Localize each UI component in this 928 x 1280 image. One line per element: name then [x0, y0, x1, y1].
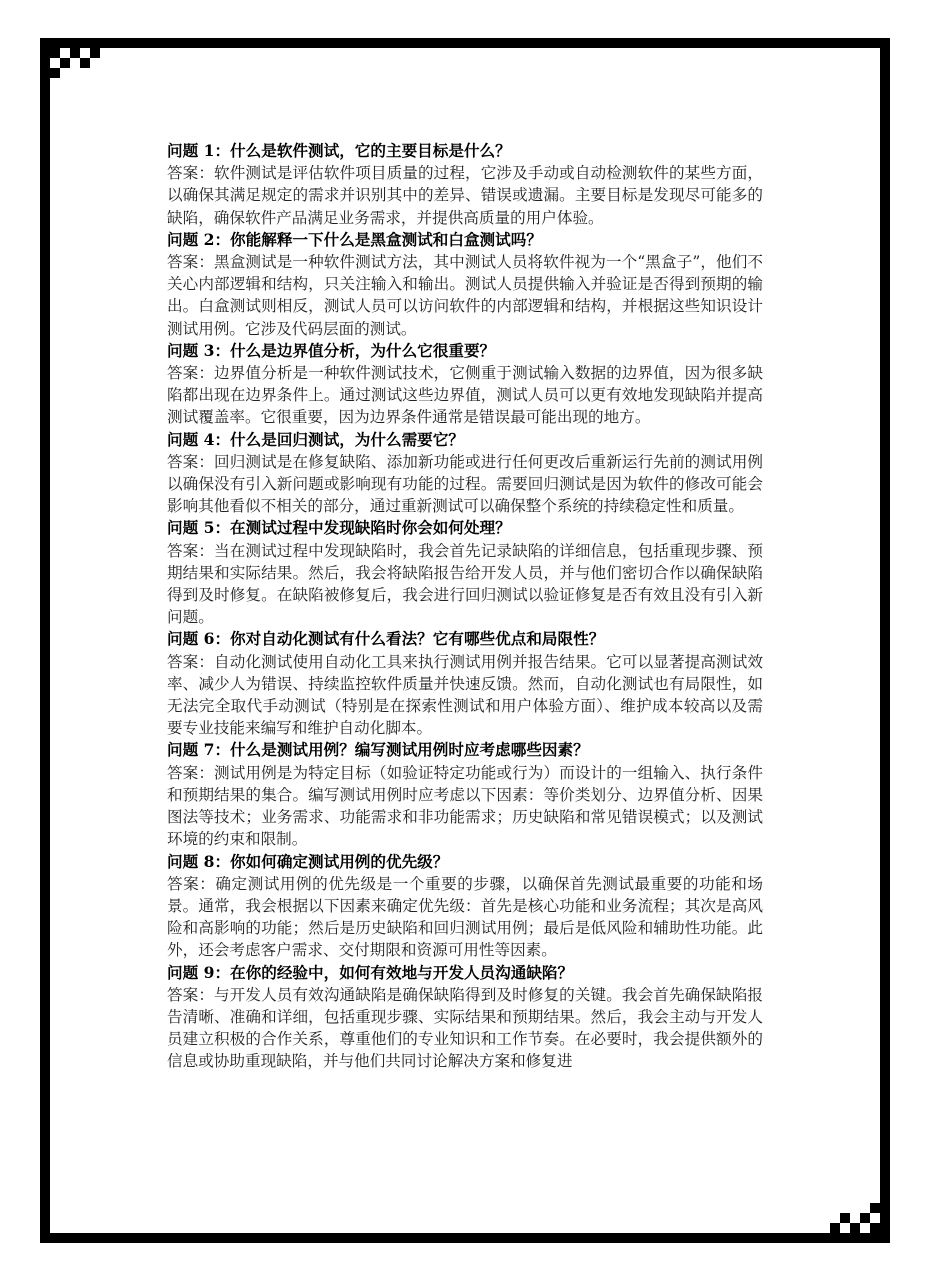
answer-7: 答案：测试用例是为特定目标（如验证特定功能或行为）而设计的一组输入、执行条件和预期结果的集合。编写测试用例时应考虑以下因素：等价类划分、边界值分析、因果图法等技术；业务需求、功能需求和非功能需求；历史缺陷和常见错误模式；以及测试环境的约束和限制。 [167, 763, 763, 849]
answer-9: 答案：与开发人员有效沟通缺陷是确保缺陷得到及时修复的关键。我会首先确保缺陷报告清晰、准确和详细，包括重现步骤、实际结果和预期结果。然后，我会主动与开发人员建立积极的合作关系，尊重他们的专业知识和工作节奏。在必要时，我会提供额外的信息或协助重现缺陷，并与他们共同讨论解决方案和修复进 [167, 985, 763, 1071]
question-1: 问题 1：什么是软件测试，它的主要目标是什么？ [167, 141, 511, 160]
qa-item-8 [167, 851, 763, 962]
qa-item-9 [167, 962, 763, 1073]
qa-item-1 [167, 140, 763, 229]
qa-item-2 [167, 229, 763, 340]
question-9: 问题 9：在你的经验中，如何有效地与开发人员沟通缺陷？ [167, 962, 574, 982]
answer-5: 答案：当在测试过程中发现缺陷时，我会首先记录缺陷的详细信息，包括重现步骤、预期结果和实际结果。然后，我会将缺陷报告给开发人员，并与他们密切合作以确保缺陷得到及时修复。在缺陷被修复后，我会进行回归测试以验证修复是否有效且没有引入新问题。 [167, 541, 763, 627]
question-3: 问题 3：什么是边界值分析，为什么它很重要？ [167, 340, 496, 360]
answer-2: 答案：黑盒测试是一种软件测试方法，其中测试人员将软件视为一个“黑盒子”，他们不关心内部逻辑和结构，只关注输入和输出。测试人员提供输入并验证是否得到预期的输出。白盒测试则相反，测试人员可以访问软件的内部逻辑和结构，并根据这些知识设计测试用例。它涉及代码层面的测试。 [167, 253, 763, 338]
answer-3: 答案：边界值分析是一种软件测试技术，它侧重于测试输入数据的边界值，因为很多缺陷都出现在边界条件上。通过测试这些边界值，测试人员可以更有效地发现缺陷并提高测试覆盖率。它很重要，因为边界条件通常是错误最可能出现的地方。 [167, 364, 763, 427]
question-2: 问题 2：你能解释一下什么是黑盒测试和白盒测试吗？ [167, 229, 542, 249]
qa-item-3 [167, 340, 763, 429]
question-4: 问题 4：什么是回归测试，为什么需要它？ [167, 429, 464, 449]
qa-item-4 [167, 429, 763, 518]
qa-document [167, 140, 763, 1073]
question-6: 问题 6：你对自动化测试有什么看法？它有哪些优点和局限性？ [167, 629, 605, 649]
question-7: 问题 7：什么是测试用例？编写测试用例时应考虑哪些因素？ [167, 740, 589, 760]
qa-item-6 [167, 628, 763, 739]
answer-4: 答案：回归测试是在修复缺陷、添加新功能或进行任何更改后重新运行先前的测试用例以确保没有引入新问题或影响现有功能的过程。需要回归测试是因为软件的修改可能会影响其他看似不相关的部分，通过重新测试可以确保整个系统的持续稳定性和质量。 [167, 452, 763, 516]
question-8: 问题 8：你如何确定测试用例的优先级？ [167, 851, 449, 871]
qa-item-5 [167, 517, 763, 628]
qa-item-7 [167, 739, 763, 850]
answer-8: 答案：确定测试用例的优先级是一个重要的步骤，以确保首先测试最重要的功能和场景。通常，我会根据以下因素来确定优先级：首先是核心功能和业务流程；其次是高风险和高影响的功能；然后是历史缺陷和回归测试用例；最后是低风险和辅助性功能。此外，还会考虑客户需求、交付期限和资源可用性等因素。 [167, 874, 763, 960]
answer-1: 答案：软件测试是评估软件项目质量的过程，它涉及手动或自动检测软件的某些方面，以确保其满足规定的需求并识别其中的差异、错误或遗漏。主要目标是发现尽可能多的缺陷，确保软件产品满足业务需求，并提供高质量的用户体验。 [167, 164, 763, 227]
question-5: 问题 5：在测试过程中发现缺陷时你会如何处理？ [167, 518, 511, 538]
answer-6: 答案：自动化测试使用自动化工具来执行测试用例并报告结果。它可以显著提高测试效率、减少人为错误、持续监控软件质量并快速反馈。然而，自动化测试也有局限性，如无法完全取代手动测试（特别是在探索性测试和用户体验方面）、维护成本较高以及需要专业技能来编写和维护自动化脚本。 [167, 652, 763, 738]
